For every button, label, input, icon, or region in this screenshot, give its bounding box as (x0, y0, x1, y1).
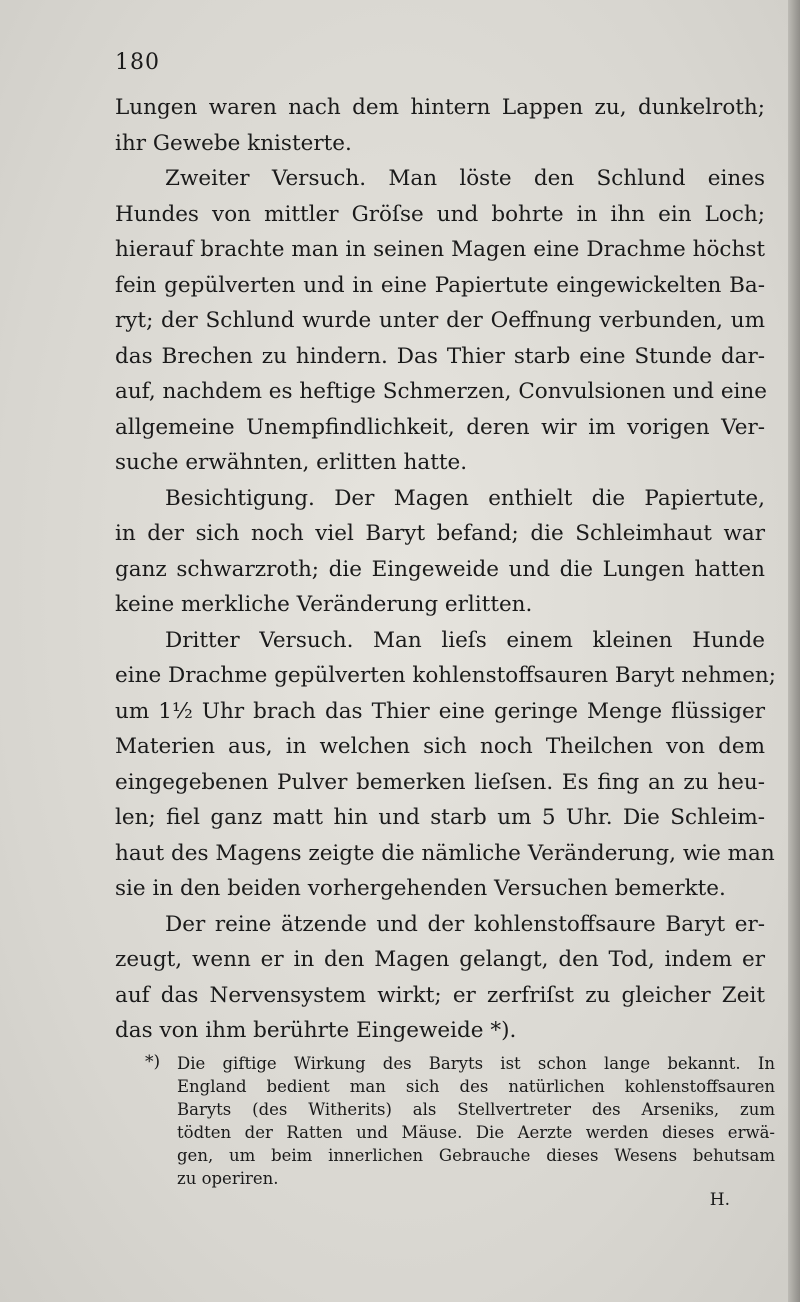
text-line: das von ihm berührte Eingeweide *). (115, 1018, 517, 1043)
text-line: das Brechen zu hindern. Das Thier starb eine Stunde dar- (115, 343, 765, 369)
footnote-line: gen, um beim innerlichen Gebrauche dieses Wesens behutsam (177, 1146, 775, 1165)
text-line: in der sich noch viel Baryt befand; die Schleimhaut war (115, 521, 765, 546)
text-line: allgemeine Unempfindlichkeit, deren wir im vorigen Ver- (115, 414, 765, 440)
text-line: Zweiter Versuch. Man löste den Schlund eines (165, 166, 765, 191)
text-line: Hundes von mittler Gröſse und bohrte in ihn ein Loch; (115, 201, 765, 227)
text-line: sie in den beiden vorhergehenden Versuchen bemerkte. (115, 876, 726, 901)
text-line: auf das Nervensystem wirkt; er zerfriſst zu gleicher Zeit (115, 982, 765, 1008)
footnote-line: tödten der Ratten und Mäuse. Die Aerzte werden dieses erwä- (177, 1123, 775, 1142)
text-line: um 1½ Uhr brach das Thier eine geringe Menge flüssiger (115, 698, 765, 724)
text-line: Der reine ätzende und der kohlenstoffsaure Baryt er- (165, 911, 765, 937)
footnote-line: Die giftige Wirkung des Baryts ist schon lange bekannt. In (177, 1054, 775, 1073)
footnote-signature: H. (709, 1190, 730, 1210)
text-line: eine Drachme gepülverten kohlenstoffsauren Baryt nehmen; (115, 663, 777, 688)
text-line: suche erwähnten, erlitten hatte. (115, 450, 468, 475)
text-line: auf, nachdem es heftige Schmerzen, Convulsionen und eine (115, 379, 767, 404)
footnote-line: England bedient man sich des natürlichen kohlenstoffsauren (177, 1077, 775, 1096)
main-text (115, 90, 777, 1049)
text-line: hierauf brachte man in seinen Magen eine Drachme höchst (115, 237, 765, 262)
page-number: 180 (115, 50, 160, 75)
text-line: ihr Gewebe knisterte. (115, 130, 352, 156)
text-line: keine merkliche Veränderung erlitten. (115, 592, 533, 617)
text-line: Dritter Versuch. Man lieſs einem kleinen Hunde (165, 627, 765, 653)
page-edge-shadow (788, 0, 800, 1302)
text-line: Lungen waren nach dem hintern Lappen zu, dunkelroth; (115, 95, 765, 120)
text-line: Materien aus, in welchen sich noch Theilchen von dem (115, 734, 765, 759)
text-line: ganz schwarzroth; die Eingeweide und die Lungen hatten (115, 556, 765, 582)
text-line: len; fiel ganz matt hin und starb um 5 Uhr. Die Schleim- (115, 805, 765, 830)
text-line: haut des Magens zeigte die nämliche Veränderung, wie man (115, 840, 775, 866)
text-line: ryt; der Schlund wurde unter der Oeffnung verbunden, um (115, 308, 765, 333)
footnote-line: Baryts (des Witherits) als Stellvertreter des Arseniks, zum (177, 1100, 775, 1119)
footnote-marker: *) (145, 1052, 161, 1072)
footnote (145, 1052, 775, 1210)
text-line: fein gepülverten und in eine Papiertute eingewickelten Ba- (115, 272, 765, 298)
footnote-line: zu operiren. (177, 1169, 279, 1188)
text-line: eingegebenen Pulver bemerken lieſsen. Es fing an zu heu- (115, 769, 765, 795)
text-line: zeugt, wenn er in den Magen gelangt, den Tod, indem er (115, 947, 765, 972)
text-line: Besichtigung. Der Magen enthielt die Papiertute, (165, 485, 765, 511)
